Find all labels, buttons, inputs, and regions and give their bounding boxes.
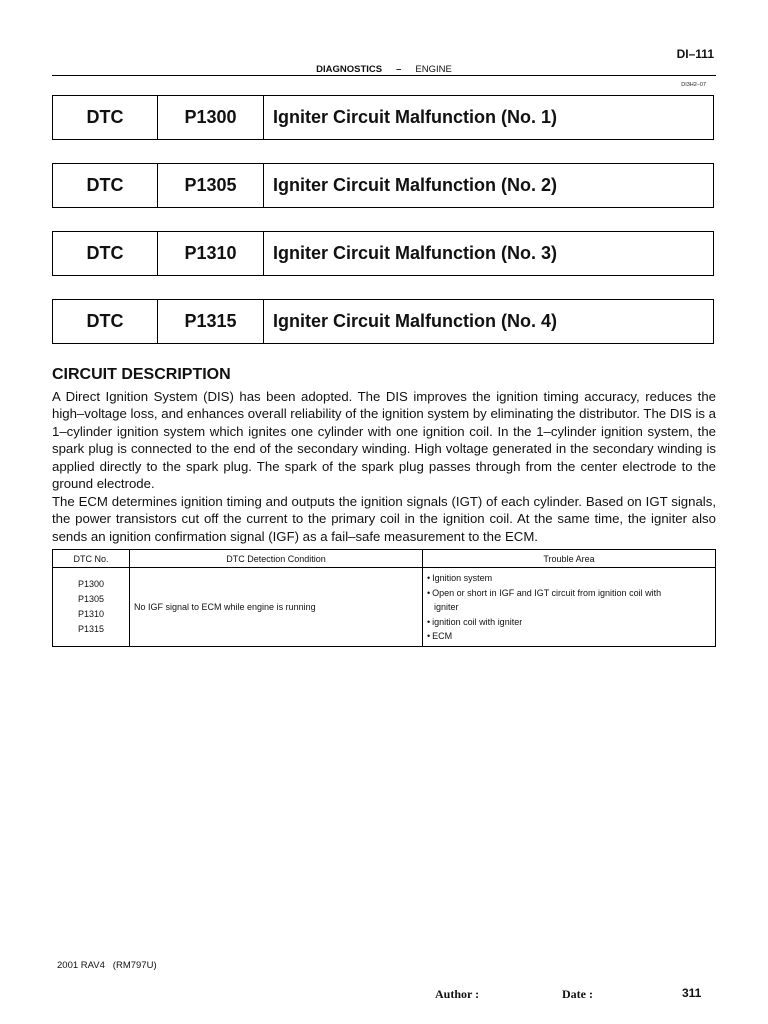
dtc-box-2 [52,163,714,208]
footer-date-label: Date : [562,987,593,1001]
section-left: DIAGNOSTICS [316,64,383,75]
detection-condition-cell: No IGF signal to ECM while engine is running [130,568,423,647]
trouble-area-item: • Ignition system [427,571,712,586]
header-rule [52,75,716,76]
dtc-code-item: P1305 [77,593,105,604]
trouble-area-item: • ECM [427,629,712,644]
section-separator: – [396,64,402,75]
trouble-area-item-continued: igniter [434,602,459,613]
dtc-title: Igniter Circuit Malfunction (No. 2) [273,175,557,195]
circuit-description-paragraph-2: The ECM determines ignition timing and outputs the ignition signals (IGT) of each cylinder. Based on IGT signals, the power transistors cut off the current to the primary coil in the ignition coil. At the same time, the igniter also sends an ignition confirmation signal (IGF) as a fail–safe measurement to the ECM. [52,494,716,544]
dtc-title: Igniter Circuit Malfunction (No. 1) [273,107,557,127]
dtc-code: P1315 [158,300,264,343]
dtc-title: Igniter Circuit Malfunction (No. 4) [273,311,557,331]
dtc-box-3 [52,231,714,276]
dtc-code: P1310 [158,232,264,275]
circuit-description-heading: CIRCUIT DESCRIPTION [52,366,231,383]
header-detection-condition: DTC Detection Condition [130,550,423,568]
section-header [0,64,768,75]
dtc-title: Igniter Circuit Malfunction (No. 3) [273,243,557,263]
reference-code: DI3H2–07 [681,82,706,88]
dtc-box-4 [52,299,714,344]
dtc-code: P1305 [158,164,264,207]
dtc-label: DTC [53,232,158,275]
section-right: ENGINE [415,64,452,75]
dtc-code-item: P1300 [77,578,105,589]
trouble-area-cell [423,568,716,647]
dtc-codes-cell [53,568,130,647]
footer-model: 2001 RAV4 (RM797U) [57,960,157,971]
footer-author-label: Author : [435,987,480,1001]
header-dtc-no: DTC No. [53,550,130,568]
dtc-label: DTC [53,300,158,343]
dtc-label: DTC [53,164,158,207]
dtc-code: P1300 [158,96,264,139]
dtc-code-item: P1315 [77,623,105,634]
trouble-area-item: • ignition coil with igniter [427,615,712,630]
dtc-label: DTC [53,96,158,139]
table-row [53,568,716,647]
dtc-code-item: P1310 [77,608,105,619]
circuit-description-paragraph-1: A Direct Ignition System (DIS) has been adopted. The DIS improves the ignition timing accuracy, reduces the high–voltage loss, and enhances overall reliability of the ignition system by eliminating the distributor. The DIS is a 1–cylinder ignition system which ignites one cylinder with one ignition coil. In the 1–cylinder ignition system, the spark plug is connected to the end of the secondary winding. High voltage generated in the secondary winding is applied directly to the spark plug. The spark of the spark plug passes through from the center electrode to the ground electrode. [52,389,716,492]
trouble-area-item: • Open or short in IGF and IGT circuit from ignition coil with [427,586,712,601]
page-code: DI–111 [676,47,714,61]
table-header-row [53,550,716,568]
dtc-table [52,549,716,647]
header-trouble-area: Trouble Area [423,550,716,568]
footer-page-number: 311 [682,986,702,1000]
dtc-box-1 [52,95,714,140]
